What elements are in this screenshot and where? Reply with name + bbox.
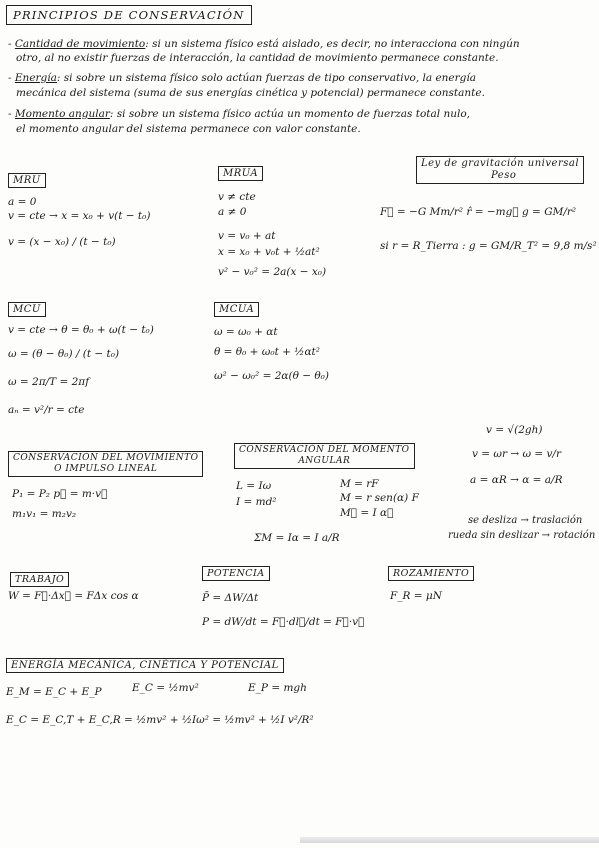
friction-formula: F_R = μN xyxy=(390,590,442,602)
power-title: POTENCIA xyxy=(202,566,270,581)
power-formula-1: P̄ = ΔW/Δt xyxy=(202,592,259,604)
angular-formula-4: M = r sen(α) F xyxy=(340,492,419,504)
principle-momentum-line2: otro, al no existir fuerzas de interacción, la cantidad de movimiento permanece constante. xyxy=(16,52,499,64)
mrua-formula-3: v = v₀ + at xyxy=(218,230,276,242)
momentum-conservation-title-2: O IMPULSO LINEAL xyxy=(54,463,158,474)
angular-conservation-title-2: ANGULAR xyxy=(298,455,351,466)
scan-edge-line xyxy=(300,837,599,843)
mrua-formula-4: x = x₀ + v₀t + ½at² xyxy=(218,246,320,258)
energy-title: ENERGÍA MECÁNICA, CINÉTICA Y POTENCIAL xyxy=(6,658,284,673)
rolling-formula-1: v = √(2gh) xyxy=(486,424,543,436)
principle-energy-name: Energía xyxy=(14,72,57,84)
mrua-formula-5: v² − v₀² = 2a(x − x₀) xyxy=(218,266,327,278)
power-formula-2: P = dW/dt = F⃗·dl⃗/dt = F⃗·v⃗ xyxy=(202,616,365,628)
momentum-formula-2: m₁v₁ = m₂v₂ xyxy=(12,508,77,520)
angular-formula-3: M = rF xyxy=(340,478,379,490)
mru-formula-2: v = cte → x = x₀ + v(t − t₀) xyxy=(8,210,151,222)
rolling-note-2: rueda sin deslizar → rotación xyxy=(448,530,596,541)
mru-formula-3: v = (x − x₀) / (t − t₀) xyxy=(8,236,116,248)
energy-formula-3: E_P = mgh xyxy=(248,682,307,694)
work-formula: W = F⃗·Δx⃗ = FΔx cos α xyxy=(8,590,139,602)
mcu-title: MCU xyxy=(8,302,46,317)
angular-formula-5: M⃗ = I α⃗ xyxy=(340,507,394,519)
principle-momentum: - Cantidad de movimiento: si un sistema físico está aislado, es decir, no interacciona con ningún xyxy=(8,38,520,50)
mcua-formula-2: θ = θ₀ + ω₀t + ½αt² xyxy=(214,346,320,358)
principle-energy: - Energía: si sobre un sistema físico solo actúan fuerzas de tipo conservativo, la energía xyxy=(8,72,476,84)
principle-energy-line2: mecánica del sistema (suma de sus energías cinética y potencial) permanece constante. xyxy=(16,87,485,99)
principle-angular: - Momento angular: si sobre un sistema físico actúa un momento de fuerzas total nulo, xyxy=(8,108,471,120)
mcua-formula-1: ω = ω₀ + αt xyxy=(214,326,278,338)
mcua-formula-3: ω² − ω₀² = 2α(θ − θ₀) xyxy=(214,370,329,382)
friction-title: ROZAMIENTO xyxy=(388,566,474,581)
rolling-formula-3: a = αR → α = a/R xyxy=(470,474,563,486)
principle-angular-name: Momento angular xyxy=(14,108,110,120)
mcu-formula-1: v = cte → θ = θ₀ + ω(t − t₀) xyxy=(8,324,154,336)
momentum-conservation-title xyxy=(8,451,203,477)
principle-angular-line1: : si sobre un sistema físico actúa un momento de fuerzas total nulo, xyxy=(109,108,471,120)
energy-formula-1: E_M = E_C + E_P xyxy=(6,686,102,698)
mrua-formula-1: v ≠ cte xyxy=(218,191,256,203)
mrua-title: MRUA xyxy=(218,166,263,181)
gravitation-title-2: Peso xyxy=(491,170,517,181)
angular-formula-2: I = md² xyxy=(236,496,277,508)
mcu-formula-3: ω = 2π/T = 2πf xyxy=(8,376,90,388)
work-title: TRABAJO xyxy=(10,572,69,587)
mru-title: MRU xyxy=(8,173,46,188)
principle-angular-line2: el momento angular del sistema permanece con valor constante. xyxy=(16,123,361,135)
angular-conservation-title xyxy=(234,443,415,469)
gravitation-title xyxy=(416,156,584,184)
rolling-note-1: se desliza → traslación xyxy=(468,515,583,526)
momentum-formula-1: P₁ = P₂ p⃗ = m·v⃗ xyxy=(12,488,108,500)
gravitation-title-1: Ley de gravitación universal xyxy=(421,158,580,169)
energy-formula-2: E_C = ½mv² xyxy=(132,682,199,694)
mru-formula-1: a = 0 xyxy=(8,196,37,208)
angular-formula-6: ΣM = Iα = I a/R xyxy=(254,532,340,544)
angular-formula-1: L = Iω xyxy=(236,480,272,492)
page-title: PRINCIPIOS DE CONSERVACIÓN xyxy=(6,5,252,25)
rolling-formula-2: v = ωr → ω = v/r xyxy=(472,448,561,460)
momentum-conservation-title-1: CONSERVACIÓN DEL MOVIMIENTO xyxy=(13,453,199,463)
angular-conservation-title-1: CONSERVACIÓN DEL MOMENTO xyxy=(239,445,410,455)
mrua-formula-2: a ≠ 0 xyxy=(218,206,247,218)
gravitation-formula-2: si r = R_Tierra : g = GM/R_T² = 9,8 m/s² xyxy=(380,240,597,252)
principle-momentum-line1: : si un sistema físico está aislado, es decir, no interacciona con ningún xyxy=(145,38,520,50)
mcu-formula-2: ω = (θ − θ₀) / (t − t₀) xyxy=(8,348,120,360)
energy-formula-4: E_C = E_C,T + E_C,R = ½mv² + ½Iω² = ½mv² + ½I v²/R² xyxy=(6,714,314,726)
mcu-formula-4: aₙ = v²/r = cte xyxy=(8,404,85,416)
gravitation-formula-1: F⃗ = −G Mm/r² r̂ = −mg⃗ g = GM/r² xyxy=(380,206,577,218)
principle-energy-line1: : si sobre un sistema físico solo actúan fuerzas de tipo conservativo, la energía xyxy=(56,72,476,84)
principle-momentum-name: Cantidad de movimiento xyxy=(14,38,146,50)
mcua-title: MCUA xyxy=(214,302,259,317)
